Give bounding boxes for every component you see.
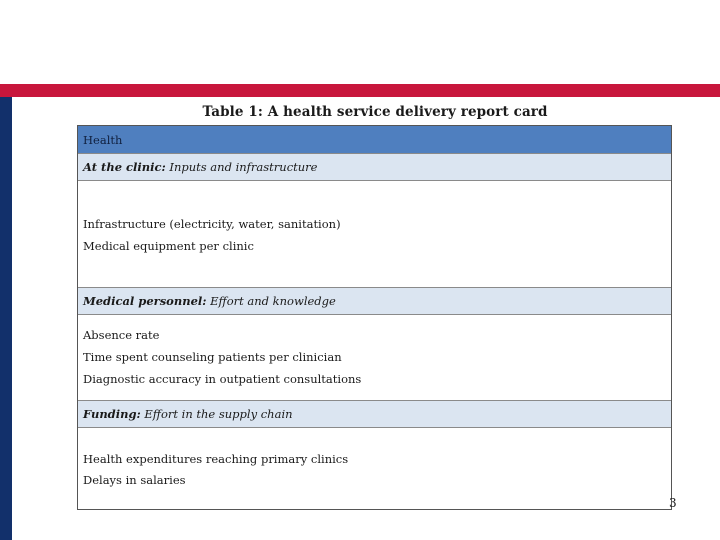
table-title: Table 1: A health service delivery report card [202,104,548,120]
section-body [78,428,671,509]
section-label-bold: Funding: [83,407,141,421]
section-body [78,181,671,288]
section-personnel [78,288,671,315]
report-card-table [77,125,672,510]
list-item: Absence rate [83,328,160,342]
list-item: Health expenditures reaching primary clinics [83,452,349,466]
list-item: Time spent counseling patients per clinician [83,350,342,364]
left-accent-bar [0,97,12,540]
section-label: Effort and knowledge [206,294,336,308]
list-item: Medical equipment per clinic [83,239,254,253]
list-item: Infrastructure (electricity, water, sanitation) [83,217,341,231]
section-funding [78,401,671,428]
section-label-bold: At the clinic: [83,160,166,174]
page-number: 3 [669,496,677,510]
top-accent-bar [0,84,720,97]
section-body [78,315,671,401]
section-label-bold: Medical personnel: [83,294,207,308]
list-item: Delays in salaries [83,473,186,487]
table-header: Health [78,126,671,154]
section-clinic [78,154,671,181]
section-label: Effort in the supply chain [140,407,293,421]
section-label: Inputs and infrastructure [165,160,318,174]
list-item: Diagnostic accuracy in outpatient consultations [83,372,362,386]
